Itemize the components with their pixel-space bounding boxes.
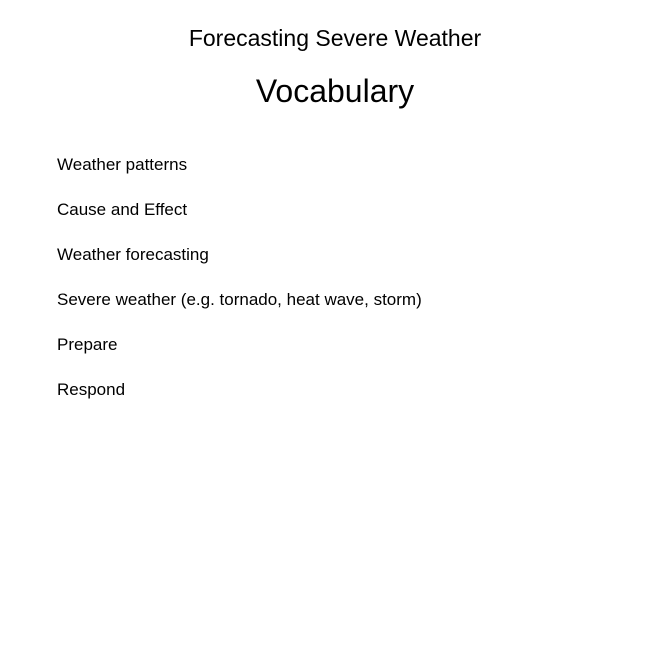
vocabulary-item: Weather forecasting bbox=[57, 245, 209, 264]
vocabulary-item: Severe weather (e.g. tornado, heat wave, storm) bbox=[57, 290, 422, 309]
vocabulary-item: Prepare bbox=[57, 335, 118, 354]
vocabulary-item: Respond bbox=[57, 380, 126, 399]
document-title: Forecasting Severe Weather bbox=[188, 25, 482, 52]
section-heading-vocabulary: Vocabulary bbox=[255, 72, 415, 109]
vocabulary-item: Weather patterns bbox=[57, 155, 188, 174]
vocabulary-item: Cause and Effect bbox=[57, 200, 188, 219]
vocabulary-list bbox=[57, 154, 422, 424]
